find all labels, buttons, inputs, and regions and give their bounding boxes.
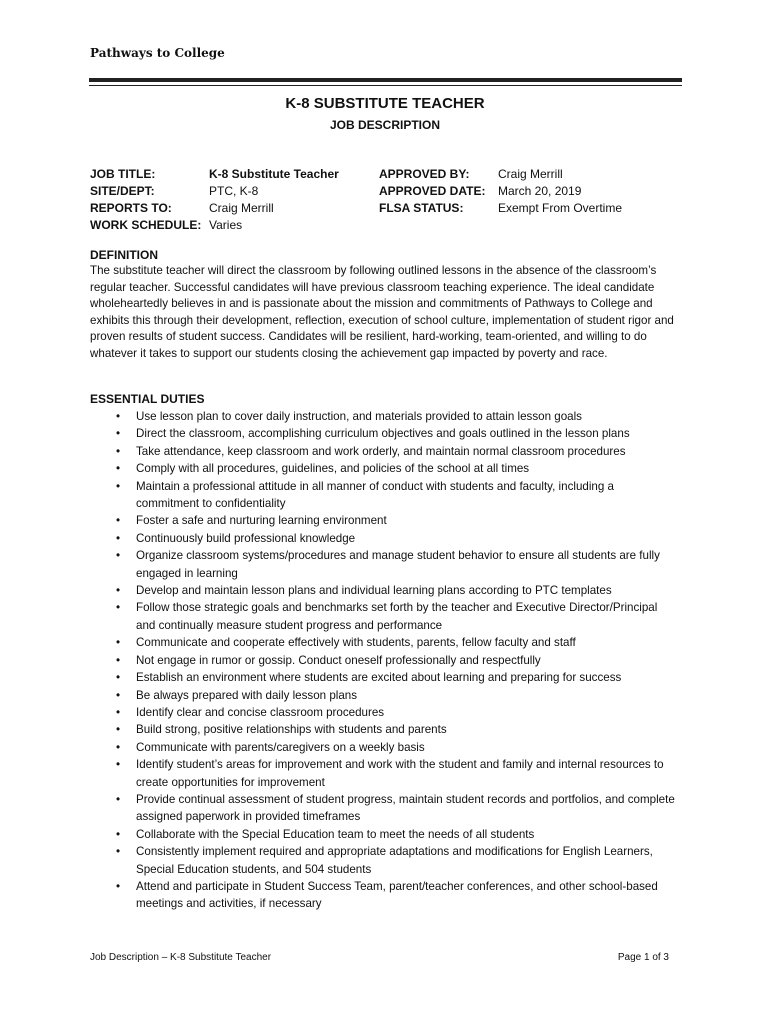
definition-heading: DEFINITION [90,248,158,262]
meta-label: APPROVED DATE: [379,184,486,198]
essential-duties-heading: ESSENTIAL DUTIES [90,392,205,406]
list-item: • Maintain a professional attitude in all manner of conduct with students and faculty, including a commitment to confidentiality [90,478,675,513]
site-dept-value: PTC, K-8 [209,184,259,198]
list-item: • Continuously build professional knowledge [90,530,675,547]
organization-name: Pathways to College [90,46,225,60]
flsa-status-value: Exempt From Overtime [498,201,623,215]
meta-right-values [498,166,622,217]
meta-label: SITE/DEPT: [90,184,155,198]
list-item: • Collaborate with the Special Education team to meet the needs of all students [90,826,675,843]
list-item: • Establish an environment where students are excited about learning and preparing for success [90,669,675,686]
meta-label: FLSA STATUS: [379,201,464,215]
footer-document-name: Job Description – K-8 Substitute Teacher [90,952,272,963]
work-schedule-value: Varies [209,218,243,232]
document-subtitle: JOB DESCRIPTION [329,118,440,132]
meta-left-values [209,166,339,234]
header-rule-thick [89,78,682,82]
list-item: • Attend and participate in Student Success Team, parent/teacher conferences, and other school-based meetings and activities, if necessary [90,878,675,913]
list-item: • Provide continual assessment of student progress, maintain student records and portfolios, and complete assigned paperwork in provided timeframes [90,791,675,826]
approved-date-value: March 20, 2019 [498,184,582,198]
list-item: • Be always prepared with daily lesson plans [90,687,675,704]
essential-duties-list [90,408,675,913]
list-item: • Foster a safe and nurturing learning environment [90,512,675,529]
reports-to-value: Craig Merrill [209,201,274,215]
list-item: • Comply with all procedures, guidelines, and policies of the school at all times [90,460,675,477]
meta-label: WORK SCHEDULE: [90,218,202,232]
meta-label: APPROVED BY: [379,167,470,181]
list-item: • Build strong, positive relationships with students and parents [90,721,675,738]
meta-left-labels [90,166,201,234]
job-title-value: K-8 Substitute Teacher [209,167,339,181]
list-item: • Use lesson plan to cover daily instruction, and materials provided to attain lesson goals [90,408,675,425]
list-item: • Develop and maintain lesson plans and individual learning plans according to PTC templates [90,582,675,599]
definition-text: The substitute teacher will direct the classroom by following outlined lessons in the absence of the classroom’s regular teacher. Successful candidates will have previous classroom teaching experience. The ideal candidate wholeheartedly believes in and is passionate about the mission and commitments of Pathways to College and exhibits this through their development, reflection, execution of school culture, implementation of student rigor and proven results of student success. Candidates will be resilient, hard-working, team-oriented, and willing to do whatever it takes to support our students closing the achievement gap impacted by poverty and race. [90,264,674,360]
list-item: • Not engage in rumor or gossip. Conduct oneself professionally and respectfully [90,652,675,669]
list-item: • Identify clear and concise classroom procedures [90,704,675,721]
meta-right-labels [379,166,485,217]
list-item: • Take attendance, keep classroom and work orderly, and maintain normal classroom procedures [90,443,675,460]
meta-label: REPORTS TO: [90,201,172,215]
list-item: • Consistently implement required and appropriate adaptations and modifications for English Learners, Special Education students, and 504 students [90,843,675,878]
list-item: • Communicate with parents/caregivers on a weekly basis [90,739,675,756]
meta-label: JOB TITLE: [90,167,156,181]
list-item: • Communicate and cooperate effectively with students, parents, fellow faculty and staff [90,634,675,651]
list-item: • Identify student’s areas for improvement and work with the student and family and internal resources to create opportunities for improvement [90,756,675,791]
list-item: • Organize classroom systems/procedures and manage student behavior to ensure all students are fully engaged in learning [90,547,675,582]
approved-by-value: Craig Merrill [498,167,563,181]
list-item: • Direct the classroom, accomplishing curriculum objectives and goals outlined in the lesson plans [90,425,675,442]
footer-page-number: Page 1 of 3 [617,952,669,963]
list-item: • Follow those strategic goals and benchmarks set forth by the teacher and Executive Director/Principal and continually measure student progress and performance [90,599,675,634]
document-title: K-8 SUBSTITUTE TEACHER [285,95,485,112]
header-rule-thin [89,85,682,86]
